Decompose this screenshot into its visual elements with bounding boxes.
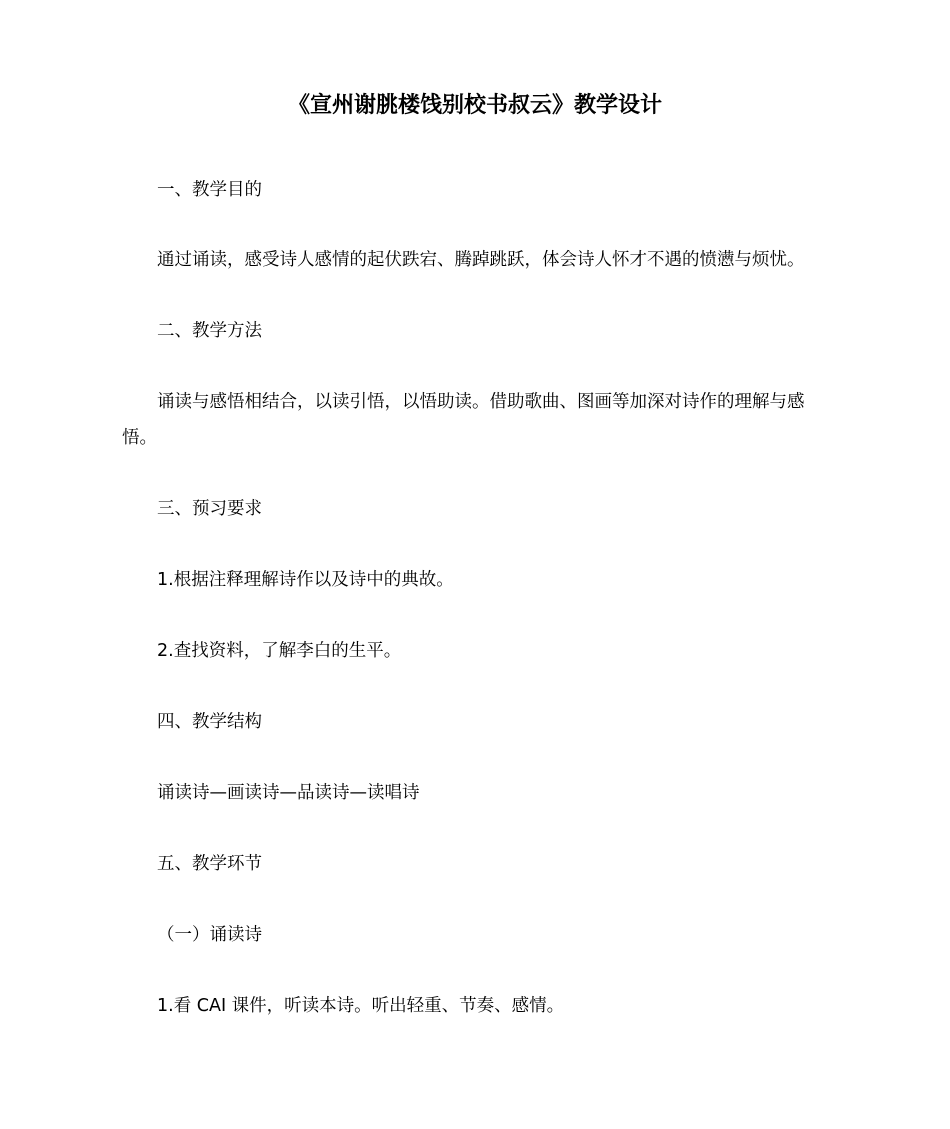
heading-teaching-method: 二、教学方法 [157,321,262,341]
subheading-recite-poem: （一）诵读诗 [157,925,262,945]
paragraph-method: 诵读与感悟相结合，以读引悟，以悟助读。借助歌曲、图画等加深对诗作的理解与感悟。 [122,392,805,448]
list-item-requirement-1: 1.根据注释理解诗作以及诗中的典故。 [157,570,454,590]
document-title: 《宣州谢朓楼饯别校书叔云》教学设计 [287,93,662,118]
heading-preview-requirements: 三、预习要求 [157,499,262,519]
heading-teaching-objective: 一、教学目的 [157,180,262,200]
paragraph-structure: 诵读诗—画读诗—品读诗—读唱诗 [157,783,420,803]
paragraph-objective: 通过诵读，感受诗人感情的起伏跌宕、腾踔跳跃，体会诗人怀才不遇的愤懑与烦忧。 [157,250,805,270]
heading-teaching-steps: 五、教学环节 [157,854,262,874]
list-item-requirement-2: 2.查找资料，了解李白的生平。 [157,641,402,661]
heading-teaching-structure: 四、教学结构 [157,712,262,732]
list-item-step-1: 1.看 CAI 课件，听读本诗。听出轻重、节奏、感情。 [157,996,565,1016]
